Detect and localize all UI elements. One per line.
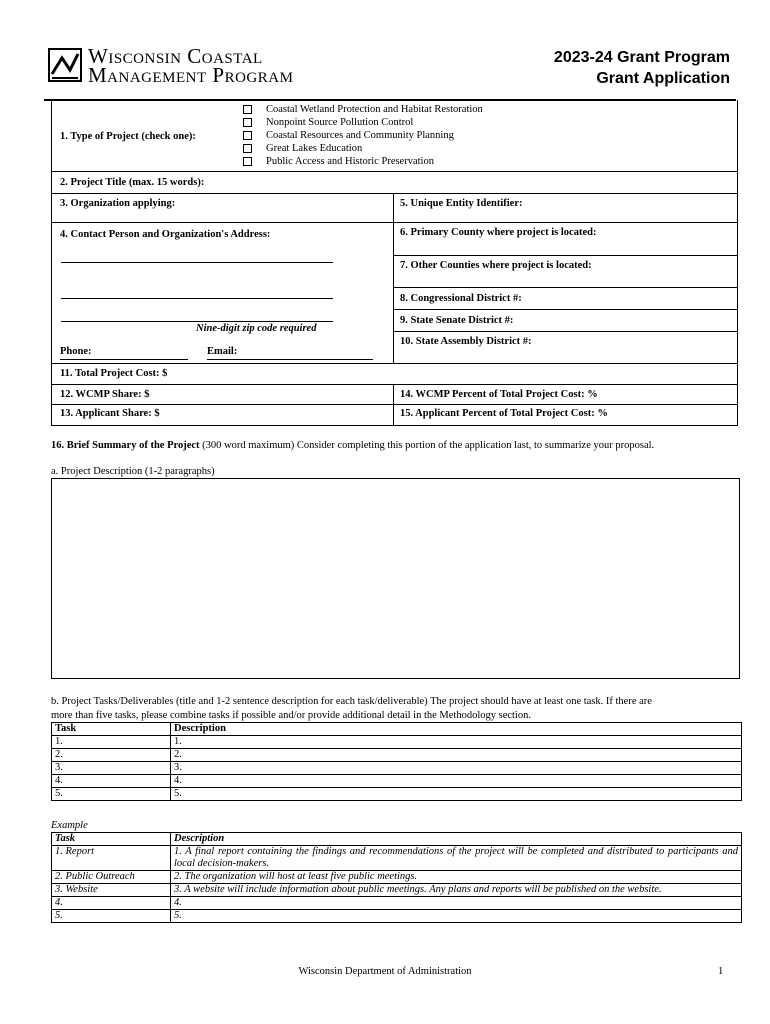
organization-label[interactable]: 3. Organization applying: (60, 198, 176, 209)
project-title-label[interactable]: 2. Project Title (max. 15 words): (60, 177, 205, 188)
divider (51, 384, 738, 385)
divider (51, 193, 738, 194)
description-cell[interactable]: 2. (171, 749, 742, 762)
task-cell[interactable]: 5. (52, 788, 171, 801)
example-table (51, 832, 742, 923)
form-border-bottom (51, 425, 738, 426)
description-cell[interactable]: 4. (171, 775, 742, 788)
description-cell: 5. (171, 910, 742, 923)
option-nonpoint[interactable]: Nonpoint Source Pollution Control (243, 117, 483, 130)
applicant-percent-label[interactable]: 15. Applicant Percent of Total Project Cost: % (400, 408, 608, 419)
divider (51, 171, 738, 172)
footer-center: Wisconsin Department of Administration (298, 966, 472, 977)
checkbox[interactable] (243, 144, 252, 153)
tasks-intro-line-2: more than five tasks, please combine tasks if possible and/or provide additional detail in the Methodology section. (51, 710, 531, 721)
contact-label[interactable]: 4. Contact Person and Organization's Address: (60, 229, 271, 240)
page-title (430, 47, 730, 89)
table-row (52, 846, 742, 871)
header-task: Task (52, 833, 171, 846)
email-line[interactable] (207, 359, 373, 360)
table-row[interactable] (52, 775, 742, 788)
address-line-1[interactable] (61, 262, 333, 263)
table-row[interactable] (52, 749, 742, 762)
phone-label[interactable]: Phone: (60, 346, 92, 357)
header-description: Description (171, 833, 742, 846)
senate-label[interactable]: 9. State Senate District #: (400, 315, 514, 326)
task-cell: 5. (52, 910, 171, 923)
table-row (52, 910, 742, 923)
task-cell[interactable]: 4. (52, 775, 171, 788)
task-cell[interactable]: 2. (52, 749, 171, 762)
description-textarea[interactable] (51, 478, 740, 679)
description-cell[interactable]: 1. (171, 736, 742, 749)
address-line-3[interactable] (61, 321, 333, 322)
tasks-table (51, 722, 742, 801)
uei-label[interactable]: 5. Unique Entity Identifier: (400, 198, 523, 209)
phone-line[interactable] (60, 359, 188, 360)
header-rule (44, 99, 736, 101)
option-wetland[interactable]: Coastal Wetland Protection and Habitat Restoration (243, 104, 483, 117)
column-divider (393, 384, 394, 426)
task-cell[interactable]: 1. (52, 736, 171, 749)
title-line-2: Grant Application (596, 70, 730, 87)
header-task: Task (52, 723, 171, 736)
table-row (52, 871, 742, 884)
summary-heading-bold: 16. Brief Summary of the Project (51, 440, 200, 451)
divider (51, 404, 738, 405)
email-label[interactable]: Email: (207, 346, 238, 357)
description-cell: 4. (171, 897, 742, 910)
divider (393, 309, 738, 310)
wcmp-percent-label[interactable]: 14. WCMP Percent of Total Project Cost: % (400, 389, 598, 400)
table-header-row (52, 723, 742, 736)
header-description: Description (171, 723, 742, 736)
other-counties-label[interactable]: 7. Other Counties where project is located: (400, 260, 592, 271)
form-border-right (737, 100, 738, 426)
total-cost-label[interactable]: 11. Total Project Cost: $ (60, 368, 168, 379)
description-cell: 2. The organization will host at least five public meetings. (171, 871, 742, 884)
checkbox[interactable] (243, 105, 252, 114)
divider (51, 363, 738, 364)
table-row (52, 897, 742, 910)
type-of-project-label: 1. Type of Project (check one): (60, 131, 196, 142)
logo (48, 46, 328, 86)
table-row (52, 884, 742, 897)
type-options (243, 104, 483, 169)
column-divider (393, 193, 394, 363)
zip-note: Nine-digit zip code required (196, 323, 317, 334)
option-education[interactable]: Great Lakes Education (243, 143, 483, 156)
task-cell: 2. Public Outreach (52, 871, 171, 884)
checkbox[interactable] (243, 131, 252, 140)
assembly-label[interactable]: 10. State Assembly District #: (400, 336, 532, 347)
congressional-label[interactable]: 8. Congressional District #: (400, 293, 522, 304)
divider (393, 331, 738, 332)
wcmp-share-label[interactable]: 12. WCMP Share: $ (60, 389, 150, 400)
logo-line-1: Wisconsin Coastal (88, 44, 263, 68)
task-cell[interactable]: 3. (52, 762, 171, 775)
form-border-left (51, 100, 52, 426)
summary-heading (51, 440, 654, 451)
checkbox[interactable] (243, 157, 252, 166)
divider (393, 255, 738, 256)
divider (393, 287, 738, 288)
tasks-intro-line-1: b. Project Tasks/Deliverables (title and 1-2 sentence description for each task/deliverable) The project should have at least one task. If there are (51, 696, 652, 707)
logo-line-2: Management Program (88, 63, 294, 87)
primary-county-label[interactable]: 6. Primary County where project is located: (400, 227, 597, 238)
table-row[interactable] (52, 736, 742, 749)
table-row[interactable] (52, 788, 742, 801)
description-cell[interactable]: 5. (171, 788, 742, 801)
description-cell: 3. A website will include information about public meetings. Any plans and reports will be published on the website. (171, 884, 742, 897)
divider (51, 222, 738, 223)
task-cell: 4. (52, 897, 171, 910)
task-cell: 3. Website (52, 884, 171, 897)
summary-heading-rest: (300 word maximum) Consider completing this portion of the application last, to summarize your proposal. (199, 440, 655, 451)
table-header-row (52, 833, 742, 846)
description-cell[interactable]: 3. (171, 762, 742, 775)
description-cell: 1. A final report containing the findings and recommendations of the project will be completed and distributed to participants and local decision-makers. (171, 846, 742, 871)
applicant-share-label[interactable]: 13. Applicant Share: $ (60, 408, 160, 419)
table-row[interactable] (52, 762, 742, 775)
option-public-access[interactable]: Public Access and Historic Preservation (243, 156, 483, 169)
task-cell: 1. Report (52, 846, 171, 871)
page-number: 1 (718, 966, 724, 977)
address-line-2[interactable] (61, 298, 333, 299)
example-label: Example (51, 820, 88, 831)
checkbox[interactable] (243, 118, 252, 127)
description-label: a. Project Description (1-2 paragraphs) (51, 466, 215, 477)
title-line-1: 2023-24 Grant Program (553, 49, 730, 66)
wcmp-logo-icon (48, 48, 82, 82)
option-planning[interactable]: Coastal Resources and Community Planning (243, 130, 483, 143)
